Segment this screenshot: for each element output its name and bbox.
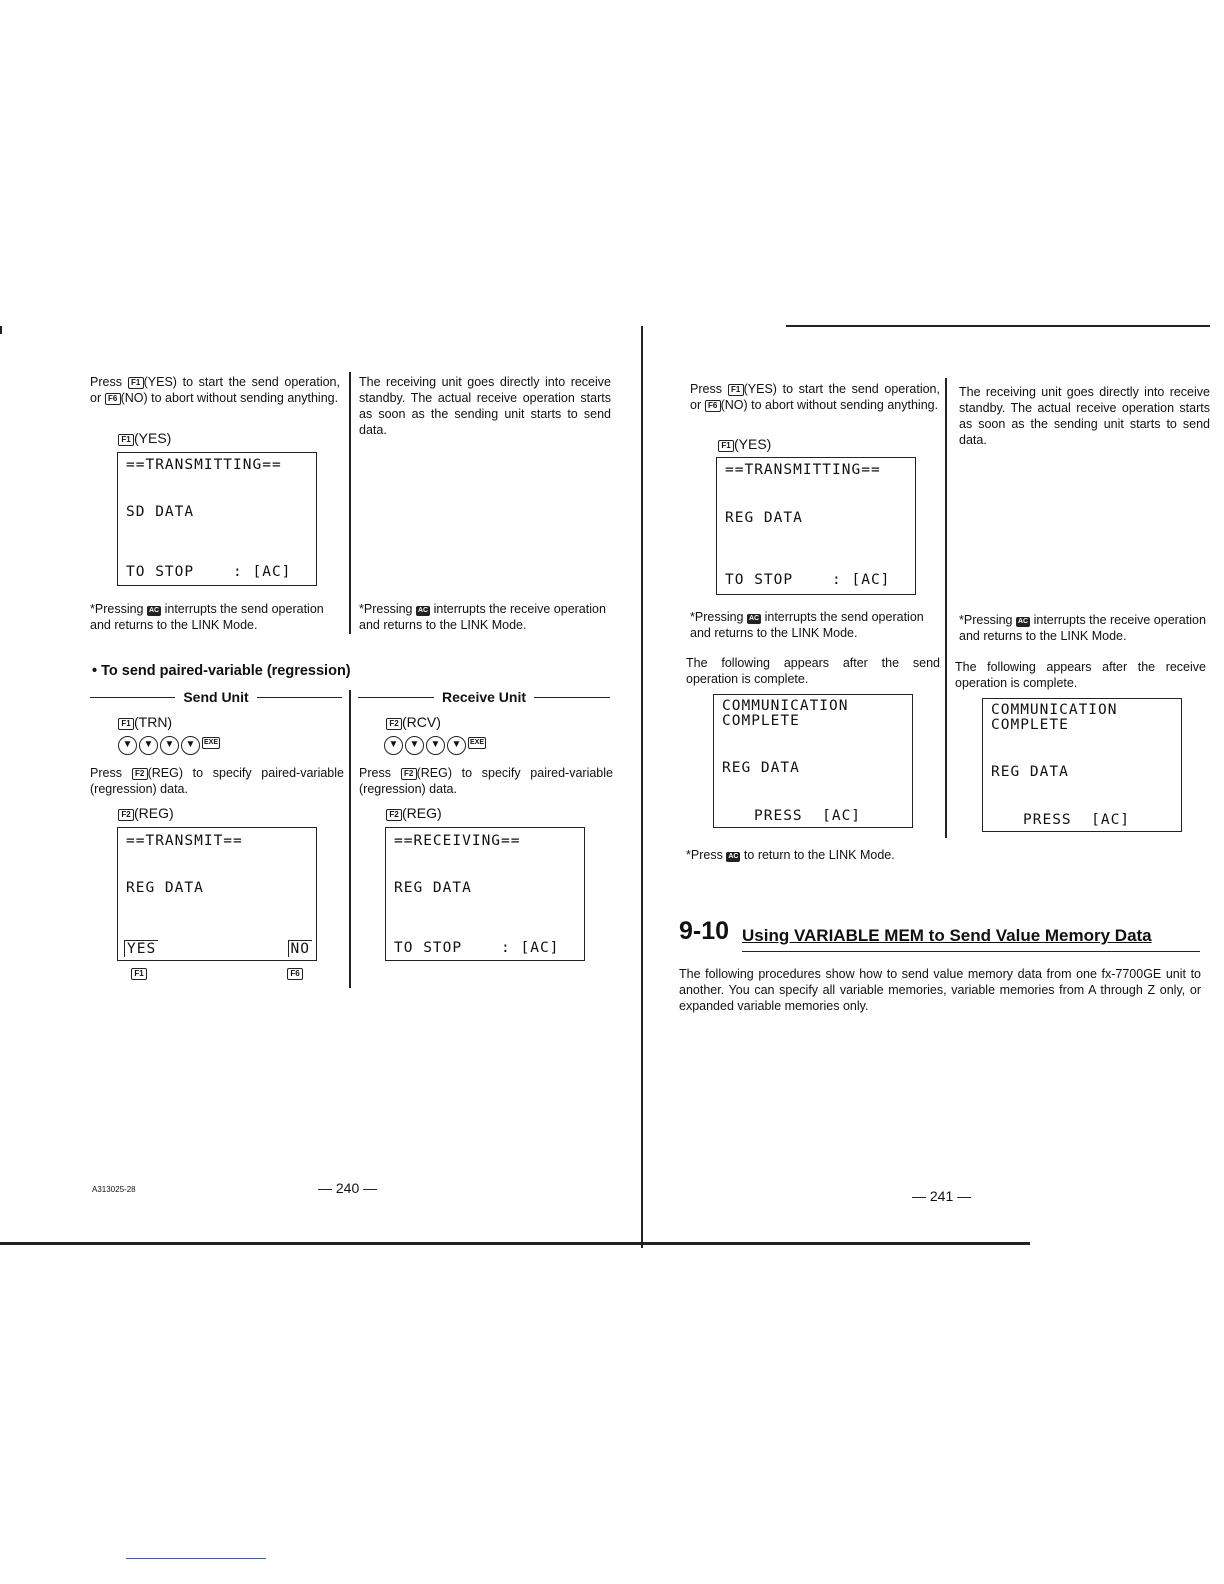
down-arrow-icon: ▼ xyxy=(426,736,445,755)
section-title: Using VARIABLE MEM to Send Value Memory Data xyxy=(742,926,1152,945)
receive-key-sequence xyxy=(384,734,486,755)
column-divider xyxy=(349,372,351,634)
down-arrow-icon: ▼ xyxy=(447,736,466,755)
exe-key-icon: EXE xyxy=(468,737,486,749)
page-number-241: — 241 — xyxy=(912,1188,972,1204)
top-edge-right xyxy=(786,325,1210,327)
receive-intro-text: The receiving unit goes directly into receive standby. The actual receive operation starts as soon as the sending unit starts to send data. xyxy=(359,375,611,437)
section-body: The following procedures show how to send value memory data from one fx-7700GE unit to another. You can specify all variable memories, variable memories from A through Z only, or expanded variable memories only. xyxy=(679,967,1201,1013)
yes-step: F1 (YES) xyxy=(718,436,771,452)
section-heading: • To send paired-variable (regression) xyxy=(92,663,351,679)
document-code: A313025-28 xyxy=(92,1185,136,1194)
no-softkey-label: NO xyxy=(288,940,312,957)
return-note: *Press AC to return to the LINK Mode. xyxy=(686,848,895,862)
receiving-screen: ==RECEIVING== REG DATA TO STOP : [AC] xyxy=(385,827,585,961)
send-reg-step: F2 (REG) xyxy=(118,805,174,821)
f1-key-icon: F1 xyxy=(118,434,134,446)
down-arrow-icon: ▼ xyxy=(384,736,403,755)
f1-key-icon: F1 xyxy=(728,384,744,396)
ac-key-icon: AC xyxy=(748,615,760,622)
section-rule xyxy=(742,951,1200,952)
column-divider xyxy=(945,378,947,838)
rcv-step: F2 (RCV) xyxy=(386,714,441,730)
exe-key-icon: EXE xyxy=(202,737,220,749)
page-number-240: — 240 — xyxy=(318,1180,378,1196)
receive-reg-instruction: Press F2 (REG) to specify paired-variable (regression) data. xyxy=(359,766,613,796)
f1-key-icon: F1 xyxy=(128,377,144,389)
send-intro-text: Press F1 (YES) to start the send operation, or F6 (NO) to abort without sending anything. xyxy=(90,375,340,405)
f6-softkey-icon: F6 xyxy=(287,964,303,982)
transmitting-screen: ==TRANSMITTING== SD DATA TO STOP : [AC] xyxy=(117,452,317,586)
f6-key-icon: F6 xyxy=(705,400,721,412)
ac-key-icon: AC xyxy=(148,607,160,614)
send-complete-text: The following appears after the send operation is complete. xyxy=(686,656,940,686)
bottom-footer-rule xyxy=(126,1558,266,1559)
bottom-edge xyxy=(0,1242,1030,1245)
down-arrow-icon: ▼ xyxy=(139,736,158,755)
receive-interrupt-note: *Pressing AC interrupts the receive operation and returns to the LINK Mode. xyxy=(959,613,1206,643)
trn-step: F1 (TRN) xyxy=(118,714,172,730)
send-intro-text: Press F1 (YES) to start the send operation, or F6 (NO) to abort without sending anything. xyxy=(690,382,940,412)
f2-key-icon: F2 xyxy=(386,809,402,821)
column-divider-lower xyxy=(349,690,351,988)
receive-complete-text: The following appears after the receive operation is complete. xyxy=(955,660,1206,690)
yes-step: F1 (YES) xyxy=(118,430,171,446)
f6-key-icon: F6 xyxy=(105,393,121,405)
send-interrupt-note: *Pressing AC interrupts the send operation and returns to the LINK Mode. xyxy=(690,610,924,640)
down-arrow-icon: ▼ xyxy=(118,736,137,755)
down-arrow-icon: ▼ xyxy=(405,736,424,755)
receive-unit-label: Receive Unit xyxy=(358,689,610,705)
send-key-sequence xyxy=(118,734,220,755)
send-reg-instruction: Press F2 (REG) to specify paired-variable (regression) data. xyxy=(90,766,344,796)
ac-key-icon: AC xyxy=(417,607,429,614)
ac-key-icon: AC xyxy=(728,853,739,860)
f2-key-icon: F2 xyxy=(132,768,148,780)
f1-softkey-icon: F1 xyxy=(131,964,147,982)
receive-interrupt-note: *Pressing AC interrupts the receive operation and returns to the LINK Mode. xyxy=(359,602,606,632)
down-arrow-icon: ▼ xyxy=(160,736,179,755)
f2-key-icon: F2 xyxy=(386,718,402,730)
left-edge-mark xyxy=(0,326,2,334)
f1-key-icon: F1 xyxy=(718,440,734,452)
send-complete-screen: COMMUNICATION COMPLETE REG DATA PRESS [AC] xyxy=(713,694,913,828)
down-arrow-icon: ▼ xyxy=(181,736,200,755)
send-interrupt-note: *Pressing AC interrupts the send operation and returns to the LINK Mode. xyxy=(90,602,324,632)
send-unit-label: Send Unit xyxy=(90,689,342,705)
ac-key-icon: AC xyxy=(1017,618,1029,625)
f2-key-icon: F2 xyxy=(401,768,417,780)
f1-key-icon: F1 xyxy=(118,718,134,730)
receive-intro-text: The receiving unit goes directly into receive standby. The actual receive operation starts as soon as the sending unit starts to send data. xyxy=(959,385,1210,447)
receive-complete-screen: COMMUNICATION COMPLETE REG DATA PRESS [AC] xyxy=(982,698,1182,832)
transmit-confirm-screen: ==TRANSMIT== REG DATA YES NO xyxy=(117,827,317,961)
section-number: 9-10 xyxy=(679,917,730,945)
yes-softkey-label: YES xyxy=(124,940,158,957)
receive-reg-step: F2 (REG) xyxy=(386,805,442,821)
transmitting-screen: ==TRANSMITTING== REG DATA TO STOP : [AC] xyxy=(716,457,916,595)
f2-key-icon: F2 xyxy=(118,809,134,821)
page-spine xyxy=(641,326,643,1248)
